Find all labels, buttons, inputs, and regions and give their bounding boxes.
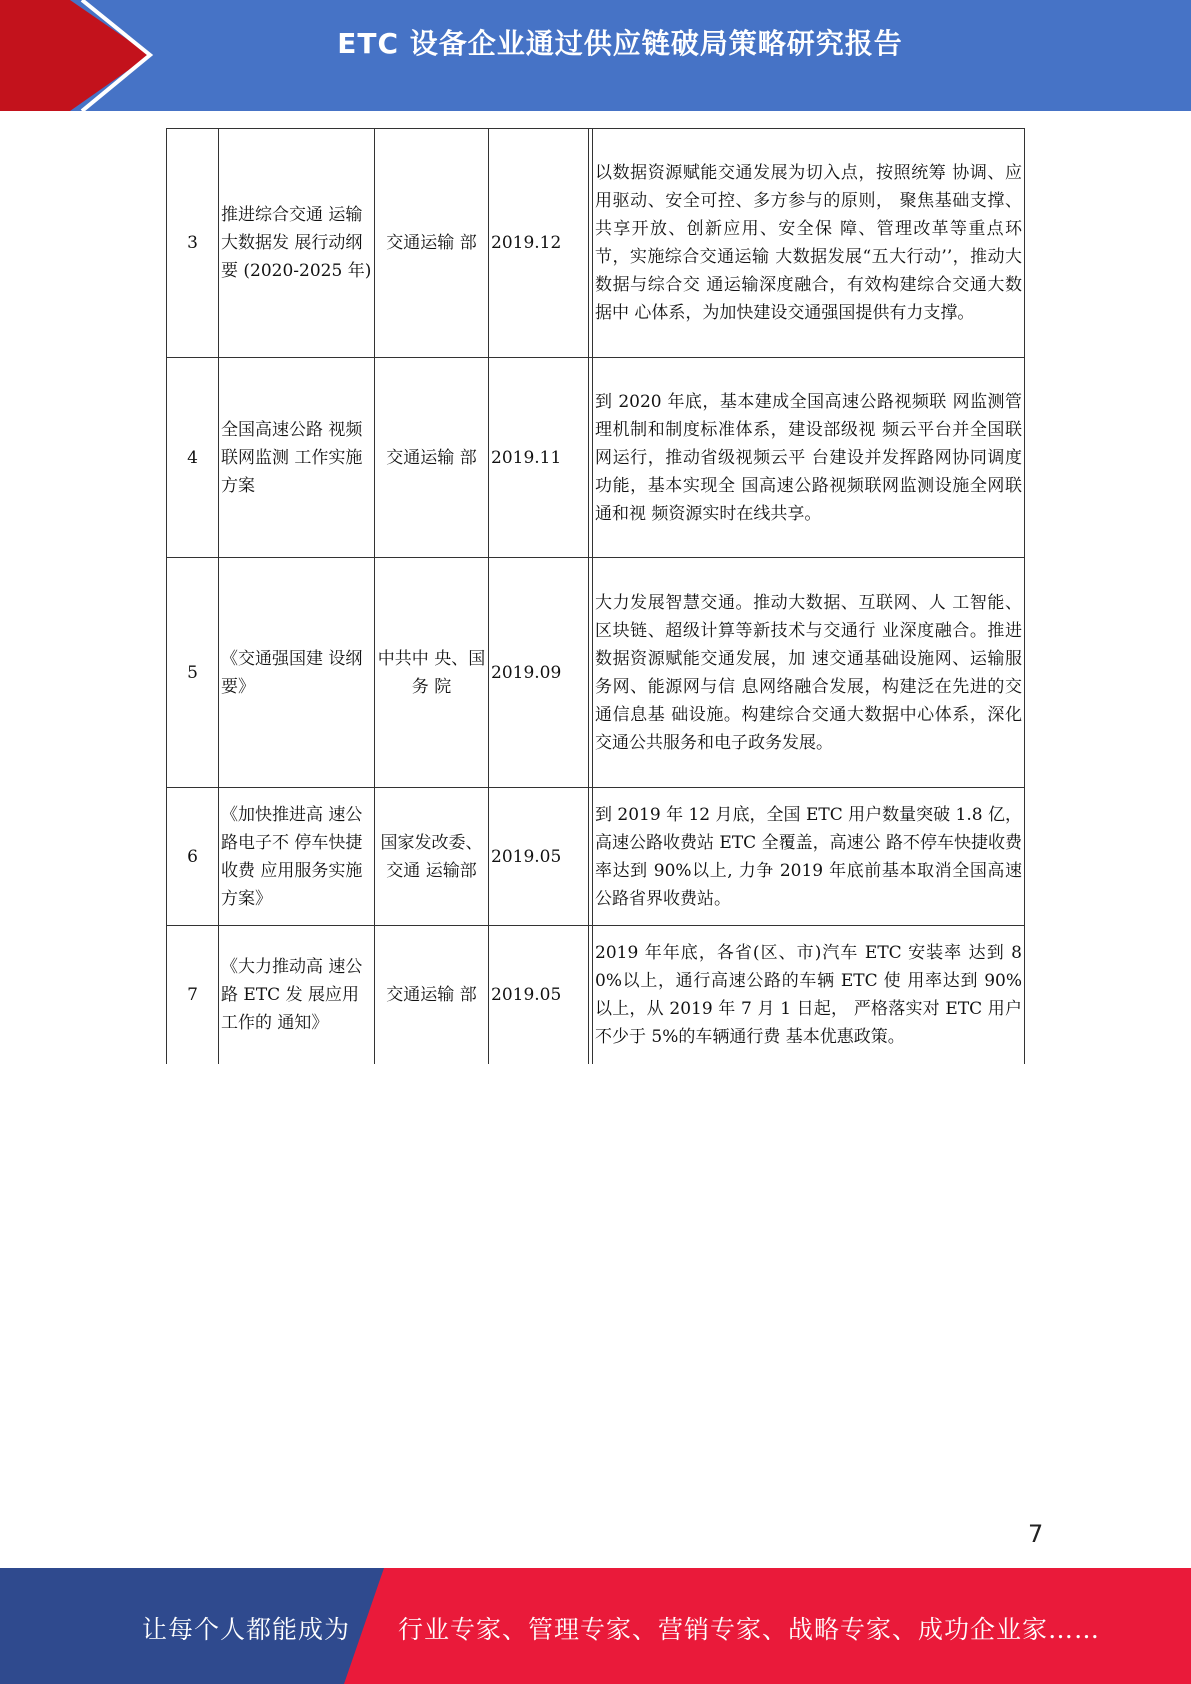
header-banner: [0, 0, 1191, 111]
table-row: [167, 129, 1025, 358]
row-number: 3: [167, 129, 219, 358]
issuing-department: 交通运输 部: [375, 926, 489, 1064]
policy-table-container: [166, 128, 1025, 1064]
issue-date: 2019.12: [489, 129, 589, 358]
page-number: 7: [1028, 1520, 1044, 1548]
policy-description: 以数据资源赋能交通发展为切入点，按照统筹 协调、应用驱动、安全可控、多方参与的原则， 聚焦基础支撑、共享开放、创新应用、安全保 障、管理改革等重点环节，实施综合交通运输 大数据发展“五大行动’’，推动大数据与综合交 通运输深度融合，有效构建综合交通大数据中 心体系，为加快建设交通强国提供有力支撑。: [593, 129, 1025, 358]
row-number: 4: [167, 358, 219, 558]
policy-name: 推进综合交通 运输大数据发 展行动纲要 (2020-2025 年): [219, 129, 375, 358]
policy-table: [166, 128, 1025, 1064]
footer-slogan-right: 行业专家、管理专家、营销专家、战略专家、成功企业家……: [398, 1615, 1101, 1644]
row-number: 7: [167, 926, 219, 1064]
row-number: 6: [167, 788, 219, 926]
policy-description: 到 2020 年底，基本建成全国高速公路视频联 网监测管理机制和制度标准体系，建设部级视 频云平台并全国联网运行，推动省级视频云平 台建设并发挥路网协同调度功能，基本实现全 国高速公路视频联网监测设施全网联通和视 频资源实时在线共享。: [593, 358, 1025, 558]
issue-date: 2019.09: [489, 558, 589, 788]
table-row: [167, 788, 1025, 926]
issue-date: 2019.05: [489, 788, 589, 926]
table-row: [167, 358, 1025, 558]
issuing-department: 交通运输 部: [375, 129, 489, 358]
policy-name: 全国高速公路 视频联网监测 工作实施方案: [219, 358, 375, 558]
policy-name: 《交通强国建 设纲要》: [219, 558, 375, 788]
footer-banner: [0, 1568, 1191, 1684]
footer-slogan-left: 让每个人都能成为: [142, 1615, 351, 1644]
issue-date: 2019.11: [489, 358, 589, 558]
issuing-department: 国家发改委、交通 运输部: [375, 788, 489, 926]
table-row: [167, 558, 1025, 788]
issue-date: 2019.05: [489, 926, 589, 1064]
issuing-department: 中共中 央、国务 院: [375, 558, 489, 788]
policy-description: 到 2019 年 12 月底，全国 ETC 用户数量突破 1.8 亿，高速公路收费站 ETC 全覆盖，高速公 路不停车快捷收费率达到 90%以上, 力争 2019 年底前基本取消全国高速公路省界收费站。: [593, 788, 1025, 926]
issuing-department: 交通运输 部: [375, 358, 489, 558]
table-row: [167, 926, 1025, 1064]
report-title: ETC 设备企业通过供应链破局策略研究报告: [337, 27, 903, 60]
policy-name: 《大力推动高 速公路 ETC 发 展应用工作的 通知》: [219, 926, 375, 1064]
policy-description: 大力发展智慧交通。推动大数据、互联网、人 工智能、区块链、超级计算等新技术与交通行 业深度融合。推进数据资源赋能交通发展，加 速交通基础设施网、运输服务网、能源网与信 息网络融合发展，构建泛在先进的交通信息基 础设施。构建综合交通大数据中心体系，深化 交通公共服务和电子政务发展。: [593, 558, 1025, 788]
row-number: 5: [167, 558, 219, 788]
policy-name: 《加快推进高 速公路电子不 停车快捷收费 应用服务实施 方案》: [219, 788, 375, 926]
policy-description: 2019 年年底，各省(区、市)汽车 ETC 安装率 达到 80%以上，通行高速公路的车辆 ETC 使 用率达到 90%以上，从 2019 年 7 月 1 日起， 严格落实对 ETC 用户不少于 5%的车辆通行费 基本优惠政策。: [593, 926, 1025, 1064]
